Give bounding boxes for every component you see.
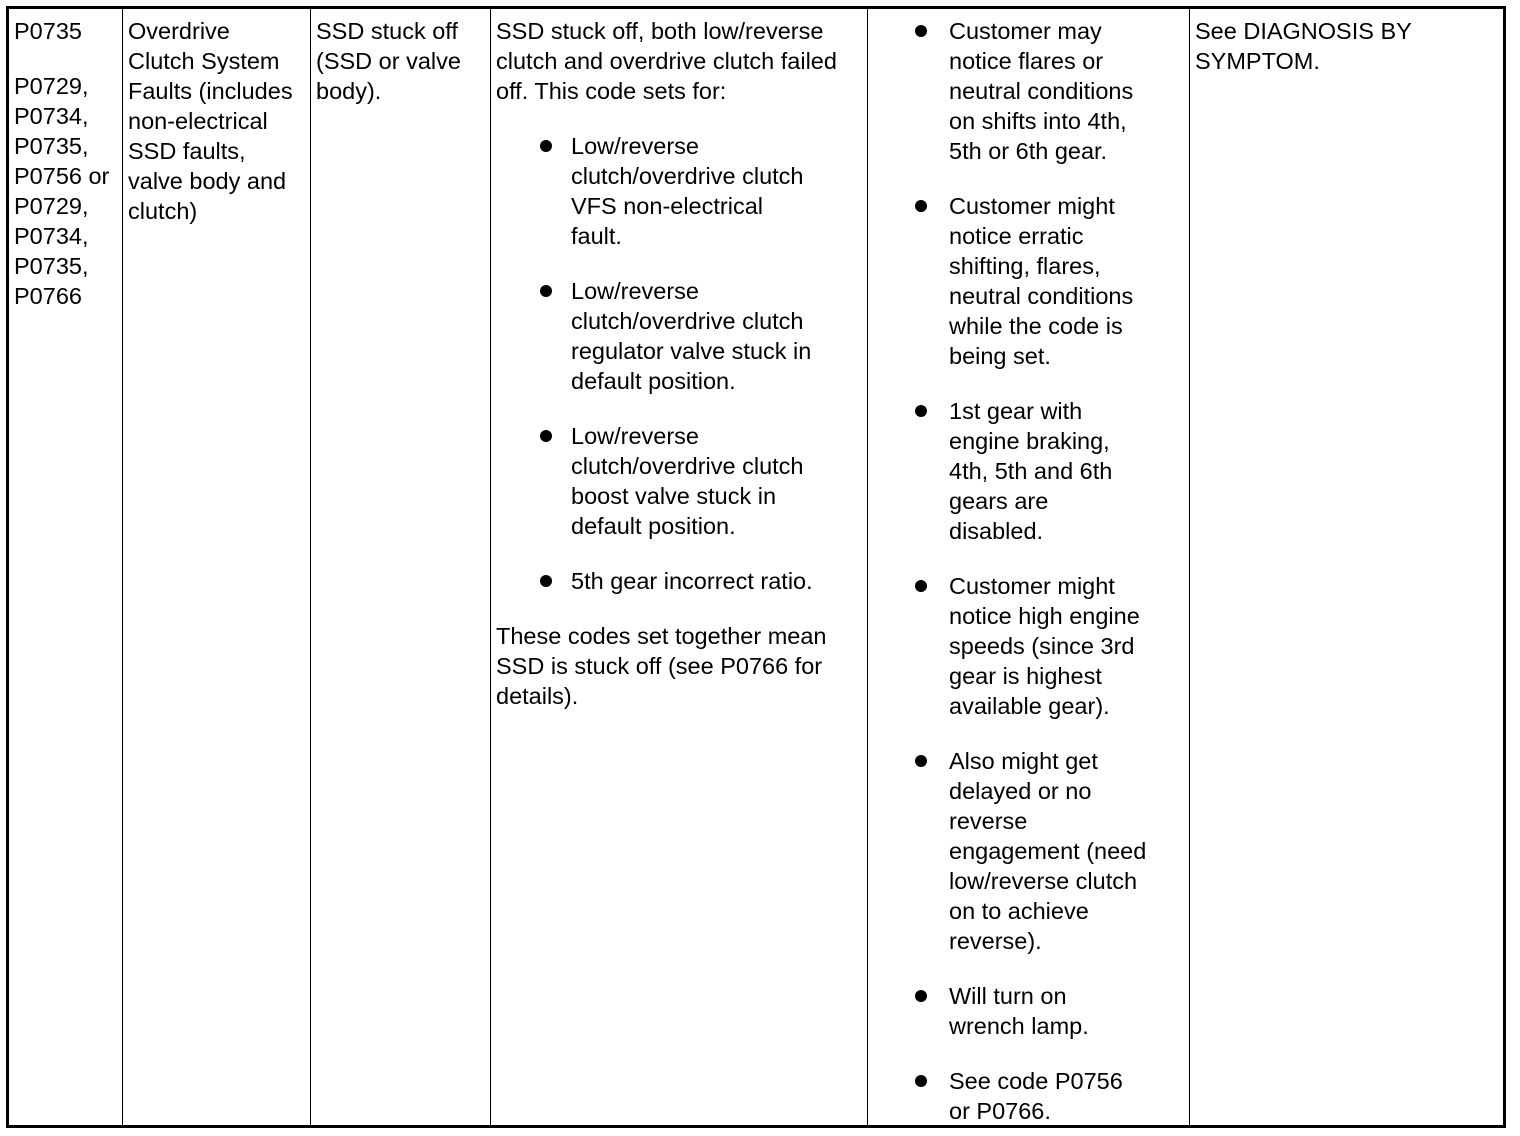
system-line: valve body and	[128, 168, 287, 194]
dtc-group-line: P0735,	[14, 133, 89, 159]
symptom-item: Also might get delayed or no reverse engagement (need low/reverse clutch on to achieve reverse).	[873, 746, 1184, 956]
symptom-item: Will turn on wrench lamp.	[873, 981, 1184, 1041]
symptom-bullet-list	[873, 16, 1184, 1125]
bullet-icon	[915, 1075, 927, 1087]
bullet-icon	[915, 990, 927, 1002]
system-cell	[123, 9, 311, 1125]
dtc-group-line: P0734,	[14, 223, 89, 249]
symptoms-cell	[868, 9, 1190, 1125]
action-line: See DIAGNOSIS BY	[1195, 18, 1412, 44]
description-bullet-item: Low/reverse clutch/overdrive clutch regulator valve stuck in default position.	[496, 276, 862, 396]
description-outro-line: SSD is stuck off (see P0766 for	[496, 653, 823, 679]
dtc-group-line: P0735,	[14, 253, 89, 279]
condition-line: SSD stuck off	[316, 18, 458, 44]
dtc-code: P0735	[14, 18, 82, 44]
bullet-icon	[915, 200, 927, 212]
condition-line: body).	[316, 78, 382, 104]
description-bullet-item: Low/reverse clutch/overdrive clutch boost valve stuck in default position.	[496, 421, 862, 541]
bullet-icon	[540, 140, 552, 152]
bullet-icon	[915, 25, 927, 37]
symptom-item: Customer might notice high engine speeds (since 3rd gear is highest available gear).	[873, 571, 1184, 721]
description-cell	[491, 9, 868, 1125]
system-line: non-electrical	[128, 108, 268, 134]
symptom-item: 1st gear with engine braking, 4th, 5th and 6th gears are disabled.	[873, 396, 1184, 546]
dtc-group-line: P0756 or	[14, 163, 110, 189]
action-line: SYMPTOM.	[1195, 48, 1320, 74]
description-intro-line: clutch and overdrive clutch failed	[496, 48, 837, 74]
bullet-icon	[915, 755, 927, 767]
description-outro-line: These codes set together mean	[496, 623, 827, 649]
description-intro-line: off. This code sets for:	[496, 78, 727, 104]
condition-cell	[311, 9, 491, 1125]
system-line: Faults (includes	[128, 78, 293, 104]
condition-line: (SSD or valve	[316, 48, 461, 74]
action-cell	[1190, 9, 1503, 1125]
description-outro-line: details).	[496, 683, 579, 709]
system-line: clutch)	[128, 198, 198, 224]
bullet-icon	[540, 285, 552, 297]
bullet-icon	[540, 575, 552, 587]
symptom-item: See code P0756 or P0766.	[873, 1066, 1184, 1125]
diagnostic-table	[6, 6, 1506, 1128]
description-bullet-item: 5th gear incorrect ratio.	[496, 566, 862, 596]
system-line: Clutch System	[128, 48, 280, 74]
system-line: Overdrive	[128, 18, 230, 44]
bullet-icon	[915, 405, 927, 417]
dtc-group-line: P0729,	[14, 193, 89, 219]
description-bullet-item: Low/reverse clutch/overdrive clutch VFS non-electrical fault.	[496, 131, 862, 251]
description-intro-line: SSD stuck off, both low/reverse	[496, 18, 824, 44]
dtc-group-line: P0729,	[14, 73, 89, 99]
dtc-code-cell	[9, 9, 123, 1125]
dtc-group-line: P0734,	[14, 103, 89, 129]
symptom-item: Customer may notice flares or neutral conditions on shifts into 4th, 5th or 6th gear.	[873, 16, 1184, 166]
bullet-icon	[540, 430, 552, 442]
dtc-group-line: P0766	[14, 283, 82, 309]
symptom-item: Customer might notice erratic shifting, flares, neutral conditions while the code is being set.	[873, 191, 1184, 371]
bullet-icon	[915, 580, 927, 592]
system-line: SSD faults,	[128, 138, 246, 164]
description-bullet-list	[496, 131, 862, 596]
